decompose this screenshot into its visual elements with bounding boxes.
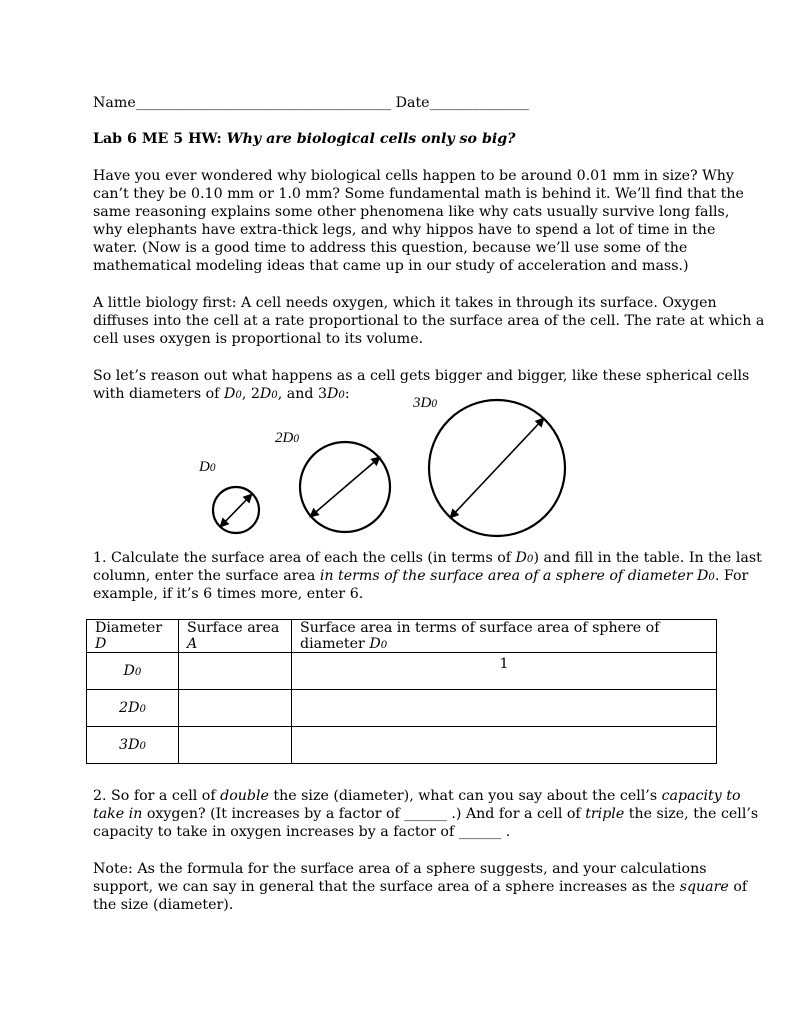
cell-circle-d0 xyxy=(213,487,259,533)
cell-surface-area-input[interactable] xyxy=(179,653,292,690)
column-header-diameter: Diameter D xyxy=(87,620,179,653)
biology-line: A little biology first: A cell needs oxygen, which it takes in through its surface. Oxygen xyxy=(93,295,717,311)
cell-surface-area-input[interactable] xyxy=(179,690,292,727)
intro-line: why elephants have extra-thick legs, and why hippos have to spend a lot of time in the xyxy=(93,222,716,238)
cell-diameter: D0 xyxy=(87,653,179,690)
note-line: Note: As the formula for the surface area of a sphere suggests, and your calculations xyxy=(93,861,707,877)
cell-circle-2d0 xyxy=(300,442,390,532)
q2-line: capacity to take in oxygen increases by a factor of ______ . xyxy=(93,824,511,840)
cell-diameter: 2D0 xyxy=(87,690,179,727)
cell-relative-area-input[interactable] xyxy=(292,727,717,764)
intro-line: same reasoning explains some other phenomena like why cats usually survive long falls, xyxy=(93,204,730,220)
label-3d0: 3D0 xyxy=(413,395,437,411)
label-2d0: 2D0 xyxy=(275,430,299,446)
q2-line: take in oxygen? (It increases by a factor of ______ .) And for a cell of triple the size, the cell’s xyxy=(93,806,759,822)
note-line: the size (diameter). xyxy=(93,897,234,913)
table-header-row xyxy=(87,620,717,653)
title-question: Why are biological cells only so big? xyxy=(226,131,516,147)
column-header-relative-area: Surface area in terms of surface area of sphere of diameter D0 xyxy=(292,620,717,653)
intro-line: Have you ever wondered why biological cells happen to be around 0.01 mm in size? Why xyxy=(93,168,734,184)
column-header-surface-area: Surface area A xyxy=(179,620,292,653)
title-prefix: Lab 6 ME 5 HW: xyxy=(93,131,227,147)
cell-circle-3d0 xyxy=(429,400,565,536)
cell-relative-area-input[interactable]: 1 xyxy=(292,653,717,690)
intro-line: water. (Now is a good time to address this question, because we’ll use some of the xyxy=(93,240,688,256)
cell-surface-area-input[interactable] xyxy=(179,727,292,764)
table-row xyxy=(87,690,717,727)
name-label: Name xyxy=(93,95,136,111)
date-label: Date xyxy=(395,95,430,111)
intro-line: can’t they be 0.10 mm or 1.0 mm? Some fundamental math is behind it. We’ll find that the xyxy=(93,186,744,202)
q2-line: 2. So for a cell of double the size (diameter), what can you say about the cell’s capacity to xyxy=(93,788,741,804)
table-row xyxy=(87,727,717,764)
surface-area-table xyxy=(86,619,717,764)
biology-line: cell uses oxygen is proportional to its volume. xyxy=(93,331,424,347)
date-blank[interactable]: ______________ xyxy=(429,95,529,111)
factor-blank-triple[interactable]: ______ xyxy=(458,824,502,840)
note-line: support, we can say in general that the surface area of a sphere increases as the square of xyxy=(93,879,748,895)
table-row xyxy=(87,653,717,690)
biology-line: diffuses into the cell at a rate proportional to the surface area of the cell. The rate at which a xyxy=(93,313,765,329)
intro-line: mathematical modeling ideas that came up in our study of acceleration and mass.) xyxy=(93,258,689,274)
q1-line: example, if it’s 6 times more, enter 6. xyxy=(93,586,364,602)
reason-line: So let’s reason out what happens as a cell gets bigger and bigger, like these spherical cells xyxy=(93,368,750,384)
factor-blank-double[interactable]: ______ xyxy=(404,806,447,822)
q1-line: column, enter the surface area in terms of the surface area of a sphere of diameter D0. For xyxy=(93,568,749,584)
label-d0: D0 xyxy=(199,459,216,475)
cell-diameter: 3D0 xyxy=(87,727,179,764)
cell-relative-area-input[interactable] xyxy=(292,690,717,727)
name-blank[interactable]: ____________________________________ xyxy=(135,95,392,111)
reason-line: with diameters of D0, 2D0, and 3D0: xyxy=(93,386,350,402)
q1-line: 1. Calculate the surface area of each the cells (in terms of D0) and fill in the table. In the last xyxy=(93,550,762,566)
